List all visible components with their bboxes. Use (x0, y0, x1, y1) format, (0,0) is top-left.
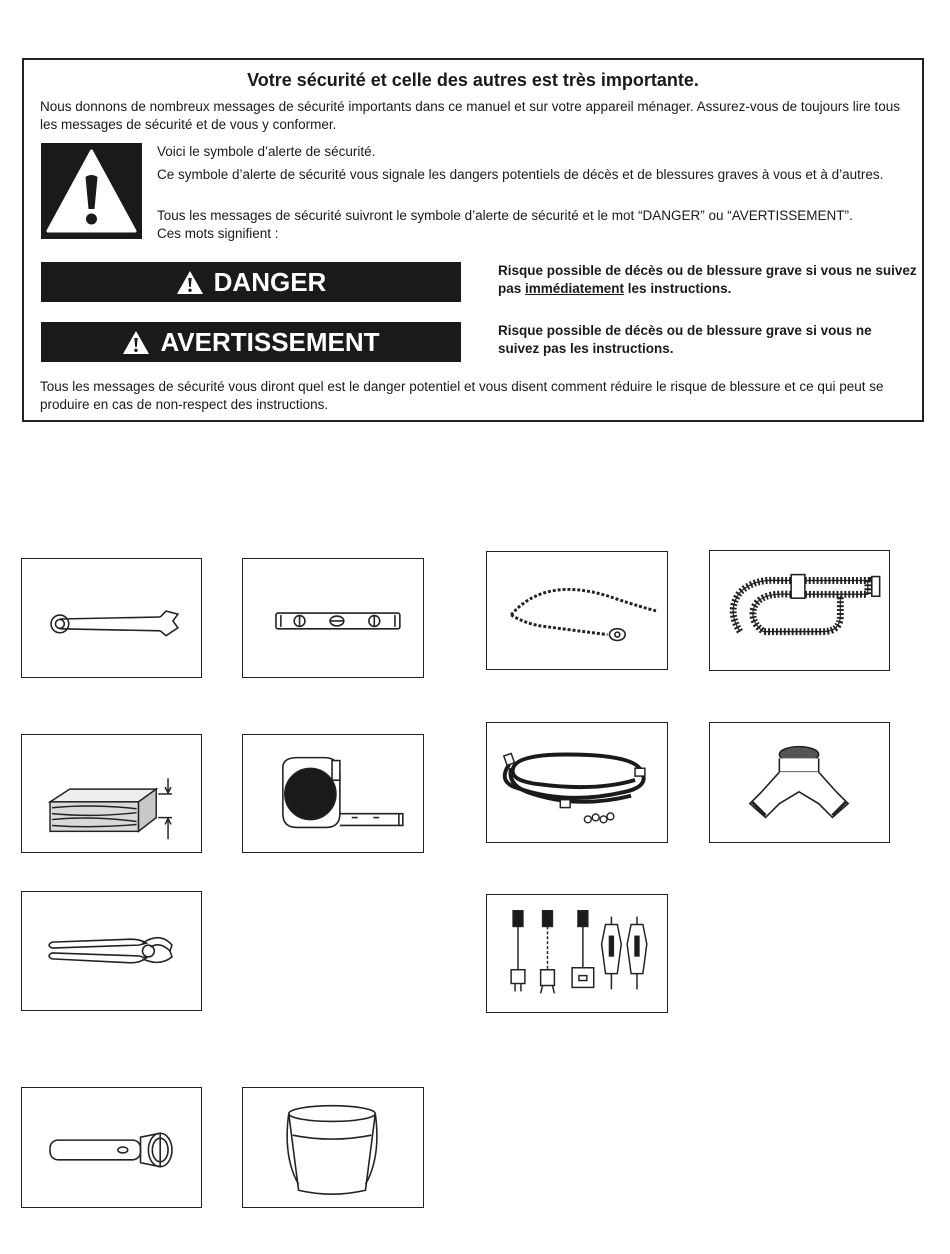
danger-alert-icon (176, 270, 204, 295)
tool-flashlight (21, 1087, 202, 1208)
symbol-line: Voici le symbole d’alerte de sécurité. (157, 144, 376, 159)
tool-level (242, 558, 424, 678)
safety-title: Votre sécurité et celle des autres est très importante. (247, 70, 699, 90)
danger-description (498, 262, 923, 298)
warning-description: Risque possible de décès ou de blessure grave si vous ne suivez pas les instructions. (498, 323, 872, 356)
tool-pliers (21, 891, 202, 1011)
danger-label: DANGER (213, 266, 327, 297)
tool-wrench (21, 558, 202, 678)
wrench-icon (22, 559, 201, 677)
warning-alert-icon (122, 330, 150, 355)
part-drain-hose (709, 550, 890, 671)
safety-footer: Tous les messages de sécurité vous diront quel est le danger potentiel et vous disent comment réduire le risque de blessure et ce qui peut se produire en cas de non-respect des instructions. (40, 379, 884, 412)
tool-bucket (242, 1087, 424, 1208)
safety-box (22, 58, 924, 422)
danger-desc-end: les instructions. (624, 281, 732, 296)
y-connector-icon (710, 723, 889, 842)
part-cable-tie (486, 551, 668, 670)
danger-desc-start: Risque possible de décès ou de blessure grave si vous ne suivez pas (498, 263, 917, 296)
tool-wood-block (21, 734, 202, 853)
tape-measure-icon (243, 735, 423, 852)
danger-desc-emphasis: immédiatement (525, 281, 625, 296)
level-icon (243, 559, 423, 677)
flashlight-icon (22, 1088, 201, 1207)
drain-hose-icon (710, 551, 889, 670)
power-cords-icon (487, 895, 667, 1012)
tool-tape-measure (242, 734, 424, 853)
safety-intro: Nous donnons de nombreux messages de sécurité importants dans ce manuel et sur votre appareil ménager. Assurez-vous de toujours lire tous les messages de sécurité et de vous y conformer. (40, 99, 900, 132)
part-y-connector (709, 722, 890, 843)
warning-label: AVERTISSEMENT (160, 326, 380, 357)
pliers-icon (22, 892, 201, 1010)
signal-words-line: Tous les messages de sécurité suivront le symbole d’alerte de sécurité et le mot “DANGER” ou “AVERTISSEMENT”. Ces mots signifient : (157, 208, 853, 241)
symbol-desc: Ce symbole d’alerte de sécurité vous signale les dangers potentiels de décès et de blessures graves à vous et à d’autres. (157, 167, 884, 182)
danger-banner (41, 262, 461, 302)
part-power-cords (486, 894, 668, 1013)
water-hoses-icon (487, 723, 667, 842)
part-water-hoses (486, 722, 668, 843)
bucket-icon (243, 1088, 423, 1207)
cable-tie-icon (487, 552, 667, 669)
safety-alert-icon (41, 143, 142, 239)
warning-banner (41, 322, 461, 362)
wood-block-icon (22, 735, 201, 852)
